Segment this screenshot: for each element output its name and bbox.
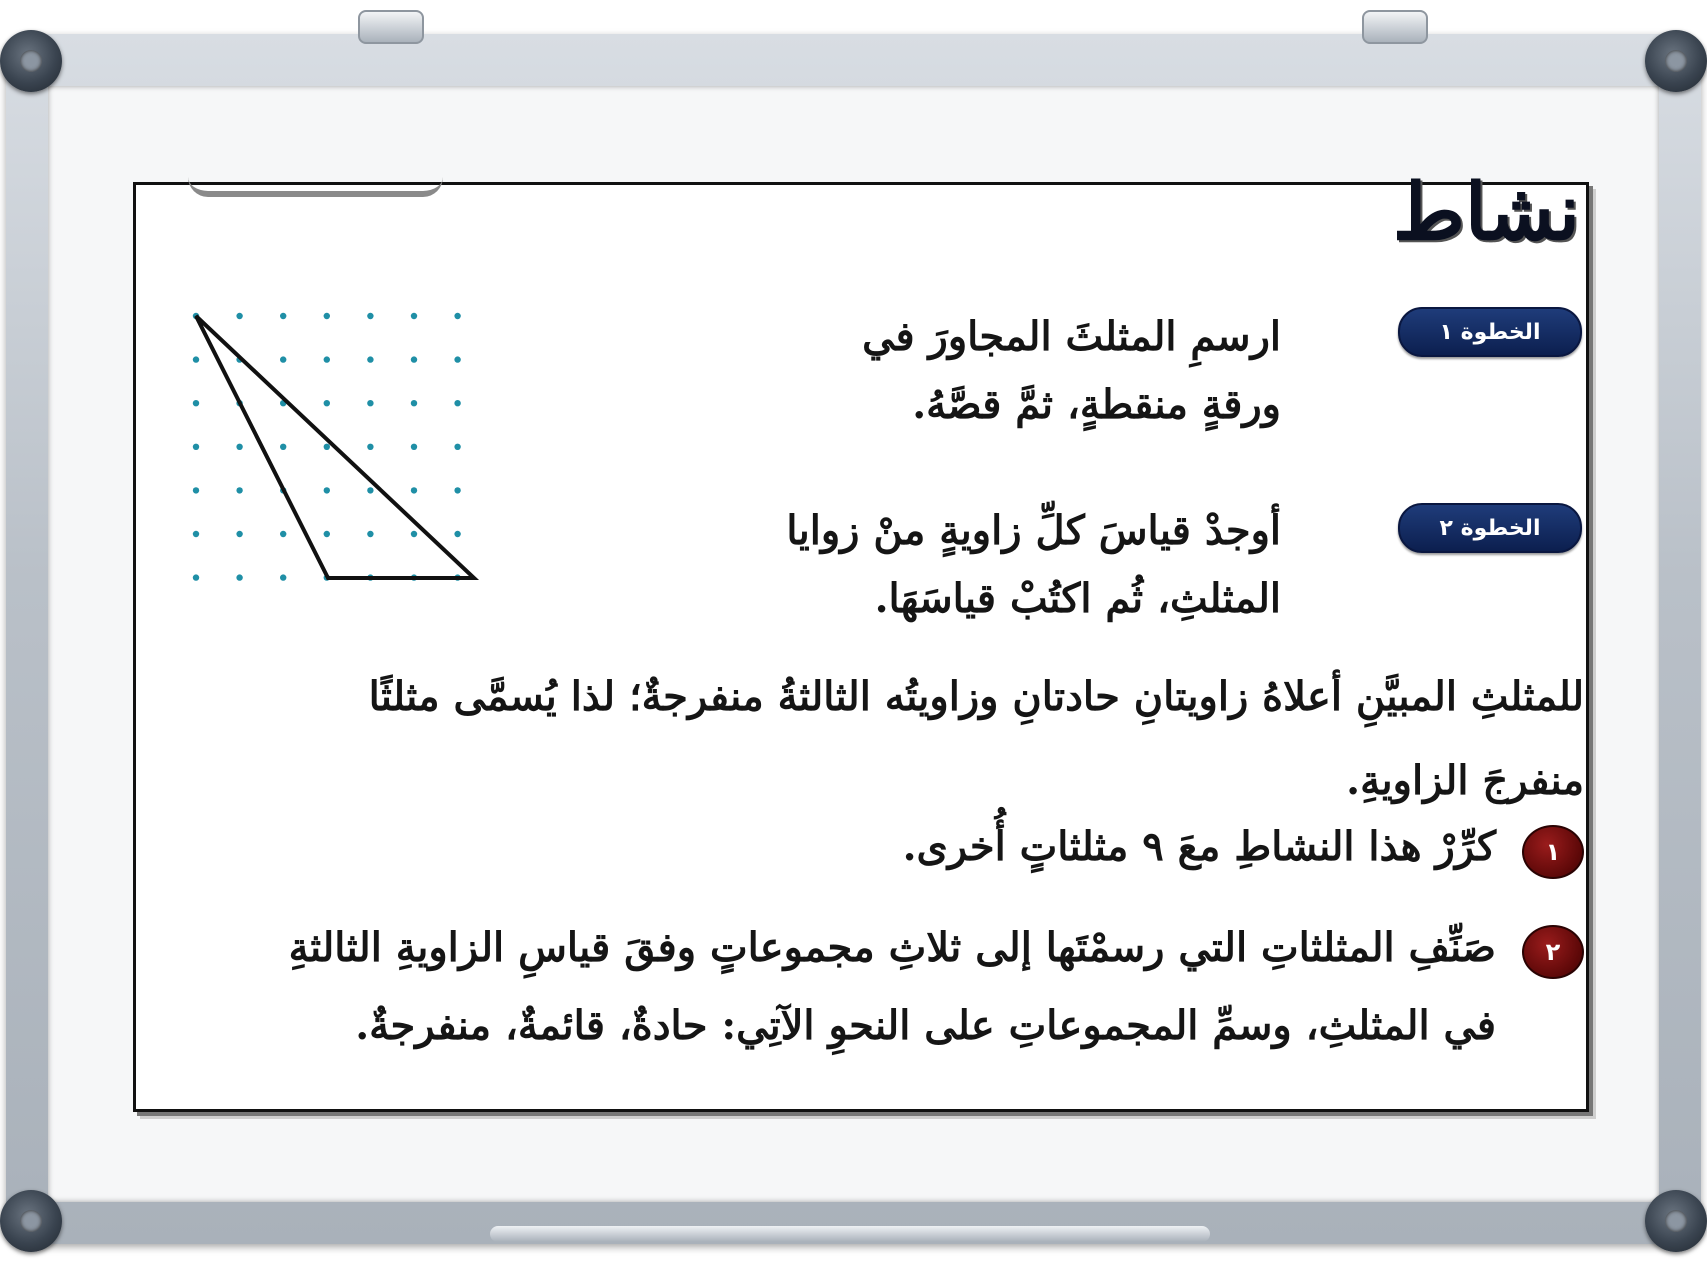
paragraph-line-1: للمثلثِ المبيَّنِ أعلاهُ زاويتانِ حادتانِ وزاويتُه الثالثةُ منفرجةٌ؛ لذا يُسمَّى مثلثًا — [368, 673, 1584, 720]
question-2-line-2: في المثلثِ، وسمِّ المجموعاتِ على النحوِ الآتِي: حادةٌ، قائمةٌ، منفرجةٌ. — [355, 1002, 1496, 1049]
grid-dot — [324, 356, 330, 362]
question-2-number: ٢ — [1522, 925, 1584, 979]
grid-dot — [236, 531, 242, 537]
frame-corner-icon — [0, 1190, 62, 1252]
grid-dot — [236, 487, 242, 493]
question-1-line-1: كرِّرْ هذا النشاطِ معَ ٩ مثلثاتٍ أُخرى. — [902, 823, 1496, 870]
frame-corner-icon — [1645, 30, 1707, 92]
grid-dot — [280, 531, 286, 537]
grid-dot — [193, 356, 199, 362]
grid-dot — [367, 400, 373, 406]
dot-grid-triangle — [190, 310, 490, 600]
definition-paragraph — [184, 655, 1584, 823]
step-1-line-1: ارسمِ المثلثَ المجاورَ في — [862, 313, 1281, 360]
board-clip-icon — [358, 10, 424, 44]
textbook-page — [133, 167, 1589, 1112]
grid-dot — [411, 444, 417, 450]
grid-dot — [193, 574, 199, 580]
grid-dot — [367, 313, 373, 319]
grid-dot — [193, 444, 199, 450]
grid-dot — [280, 574, 286, 580]
grid-dot — [411, 531, 417, 537]
grid-dot — [454, 444, 460, 450]
grid-dot — [454, 400, 460, 406]
grid-dot — [454, 313, 460, 319]
step-1-badge: الخطوة ١ — [1398, 307, 1582, 357]
grid-dot — [193, 531, 199, 537]
marker-tray — [490, 1226, 1210, 1242]
grid-dot — [324, 444, 330, 450]
question-1-number: ١ — [1522, 825, 1584, 879]
grid-dot — [324, 400, 330, 406]
grid-dot — [411, 400, 417, 406]
step-1-line-2: ورقةٍ منقطةٍ، ثمَّ قصَّهُ. — [912, 381, 1281, 428]
question-2-line-1: صَنِّفِ المثلثاتِ التي رسمْتَها إلى ثلاثِ مجموعاتٍ وفقَ قياسِ الزاويةِ الثالثةِ — [288, 924, 1496, 971]
grid-dot — [236, 444, 242, 450]
step-2-text — [521, 497, 1281, 633]
grid-dot — [324, 531, 330, 537]
grid-dot — [454, 531, 460, 537]
grid-dot — [280, 313, 286, 319]
step-2-line-1: أوجدْ قياسَ كلِّ زاويةٍ منْ زوايا — [786, 507, 1281, 554]
grid-dot — [367, 487, 373, 493]
grid-dot — [411, 487, 417, 493]
grid-dot — [324, 487, 330, 493]
grid-dot — [193, 487, 199, 493]
grid-dot — [193, 400, 199, 406]
question-1-text — [196, 817, 1496, 877]
grid-dot — [367, 356, 373, 362]
page-title: نشاط — [1392, 167, 1580, 258]
step-2-badge: الخطوة ٢ — [1398, 503, 1582, 553]
step-1-text — [521, 303, 1281, 439]
grid-dot — [454, 487, 460, 493]
question-2-text — [196, 909, 1496, 1065]
grid-dot — [454, 356, 460, 362]
grid-dot — [324, 313, 330, 319]
board-clip-icon — [1362, 10, 1428, 44]
grid-dot — [411, 356, 417, 362]
grid-dot — [367, 444, 373, 450]
paragraph-line-2: منفرجَ الزاويةِ. — [1346, 757, 1584, 804]
grid-dot — [236, 574, 242, 580]
page-tab — [188, 177, 443, 197]
step-2-line-2: المثلثِ، ثُم اكتُبْ قياسَهَا. — [874, 575, 1281, 622]
frame-corner-icon — [1645, 1190, 1707, 1252]
grid-dot — [367, 531, 373, 537]
frame-corner-icon — [0, 30, 62, 92]
grid-dot — [411, 313, 417, 319]
grid-dot — [280, 444, 286, 450]
grid-dot — [280, 356, 286, 362]
grid-dot — [236, 313, 242, 319]
